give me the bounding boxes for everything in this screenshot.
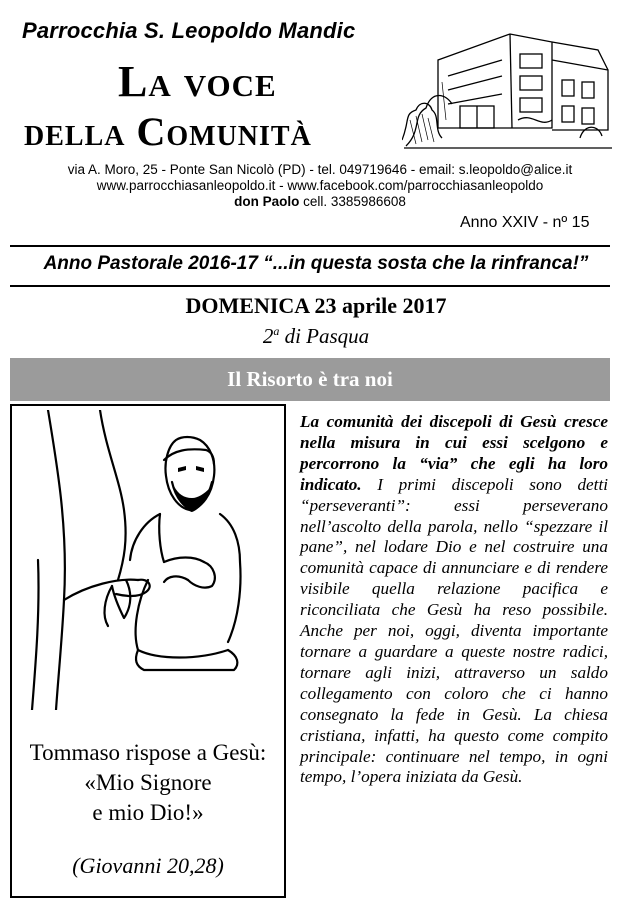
article-text: I primi discepoli sono detti “perseveranti”: essi perseverano nell’ascolto della parola, nello “spezzare il pane”, nel lodare Dio e nel costruire una comunità capace di annunciare e di rendere visibile quella relazione pacifica e riconciliata che Gesù ha reso possibile. Anche per noi, oggi, diventa importante tornare a guardare a queste nostre radici, tornare agli inizi, attraverso un saldo collegamento con coloro che ci hanno consegnato la fede in Gesù. La chiesa cristiana, infatti, ha questo come compito principale: continuare nel tempo, in ogni tempo, l’opera iniziata da Gesù. [300,474,608,787]
masthead-title-line1: La voce [118,57,277,106]
quote-line: «Mio Signore [84,770,212,795]
masthead-title-line2: della Comunità [24,109,312,154]
priest-phone: cell. 3385986608 [299,194,406,209]
church-building-illustration [402,20,614,152]
pastoral-year-motto: Anno Pastorale 2016-17 “...in questa sosta che la rinfranca!” [43,253,589,274]
parish-name: Parrocchia S. Leopoldo Mandic [22,18,356,43]
sunday-ordinal: a [273,324,280,338]
priest-line [0,194,640,210]
issue-date: DOMENICA 23 aprile 2017 [185,293,447,318]
sunday-label: di Pasqua [279,324,370,348]
address-line: via A. Moro, 25 - Ponte San Nicolò (PD) - tel. 049719646 - email: s.leopoldo@alice.it [67,162,573,177]
priest-name: don Paolo [234,194,300,209]
contact-block [0,162,640,210]
section-title: Il Risorto è tra noi [10,358,610,401]
gospel-reference: (Giovanni 20,28) [72,853,224,878]
divider [10,285,610,287]
quote-line: e mio Dio!» [92,800,204,825]
website-line: www.parrocchiasanleopoldo.it - www.facebook.com/parrocchiasanleopoldo [96,178,544,193]
issue-number: Anno XXIV - nº 15 [460,214,590,231]
jesus-and-thomas-illustration [28,410,268,710]
gospel-quote [12,738,284,828]
article-body [300,412,608,788]
divider [10,245,610,247]
sunday-number: 2 [262,324,274,348]
liturgical-sunday [0,324,632,349]
quote-line: Tommaso rispose a Gesù: [29,740,267,765]
article-lead: La comunità dei discepoli di Gesù cresce nella misura in cui essi scelgono e percorrono la “via” che egli ha loro indicato. [300,412,608,494]
